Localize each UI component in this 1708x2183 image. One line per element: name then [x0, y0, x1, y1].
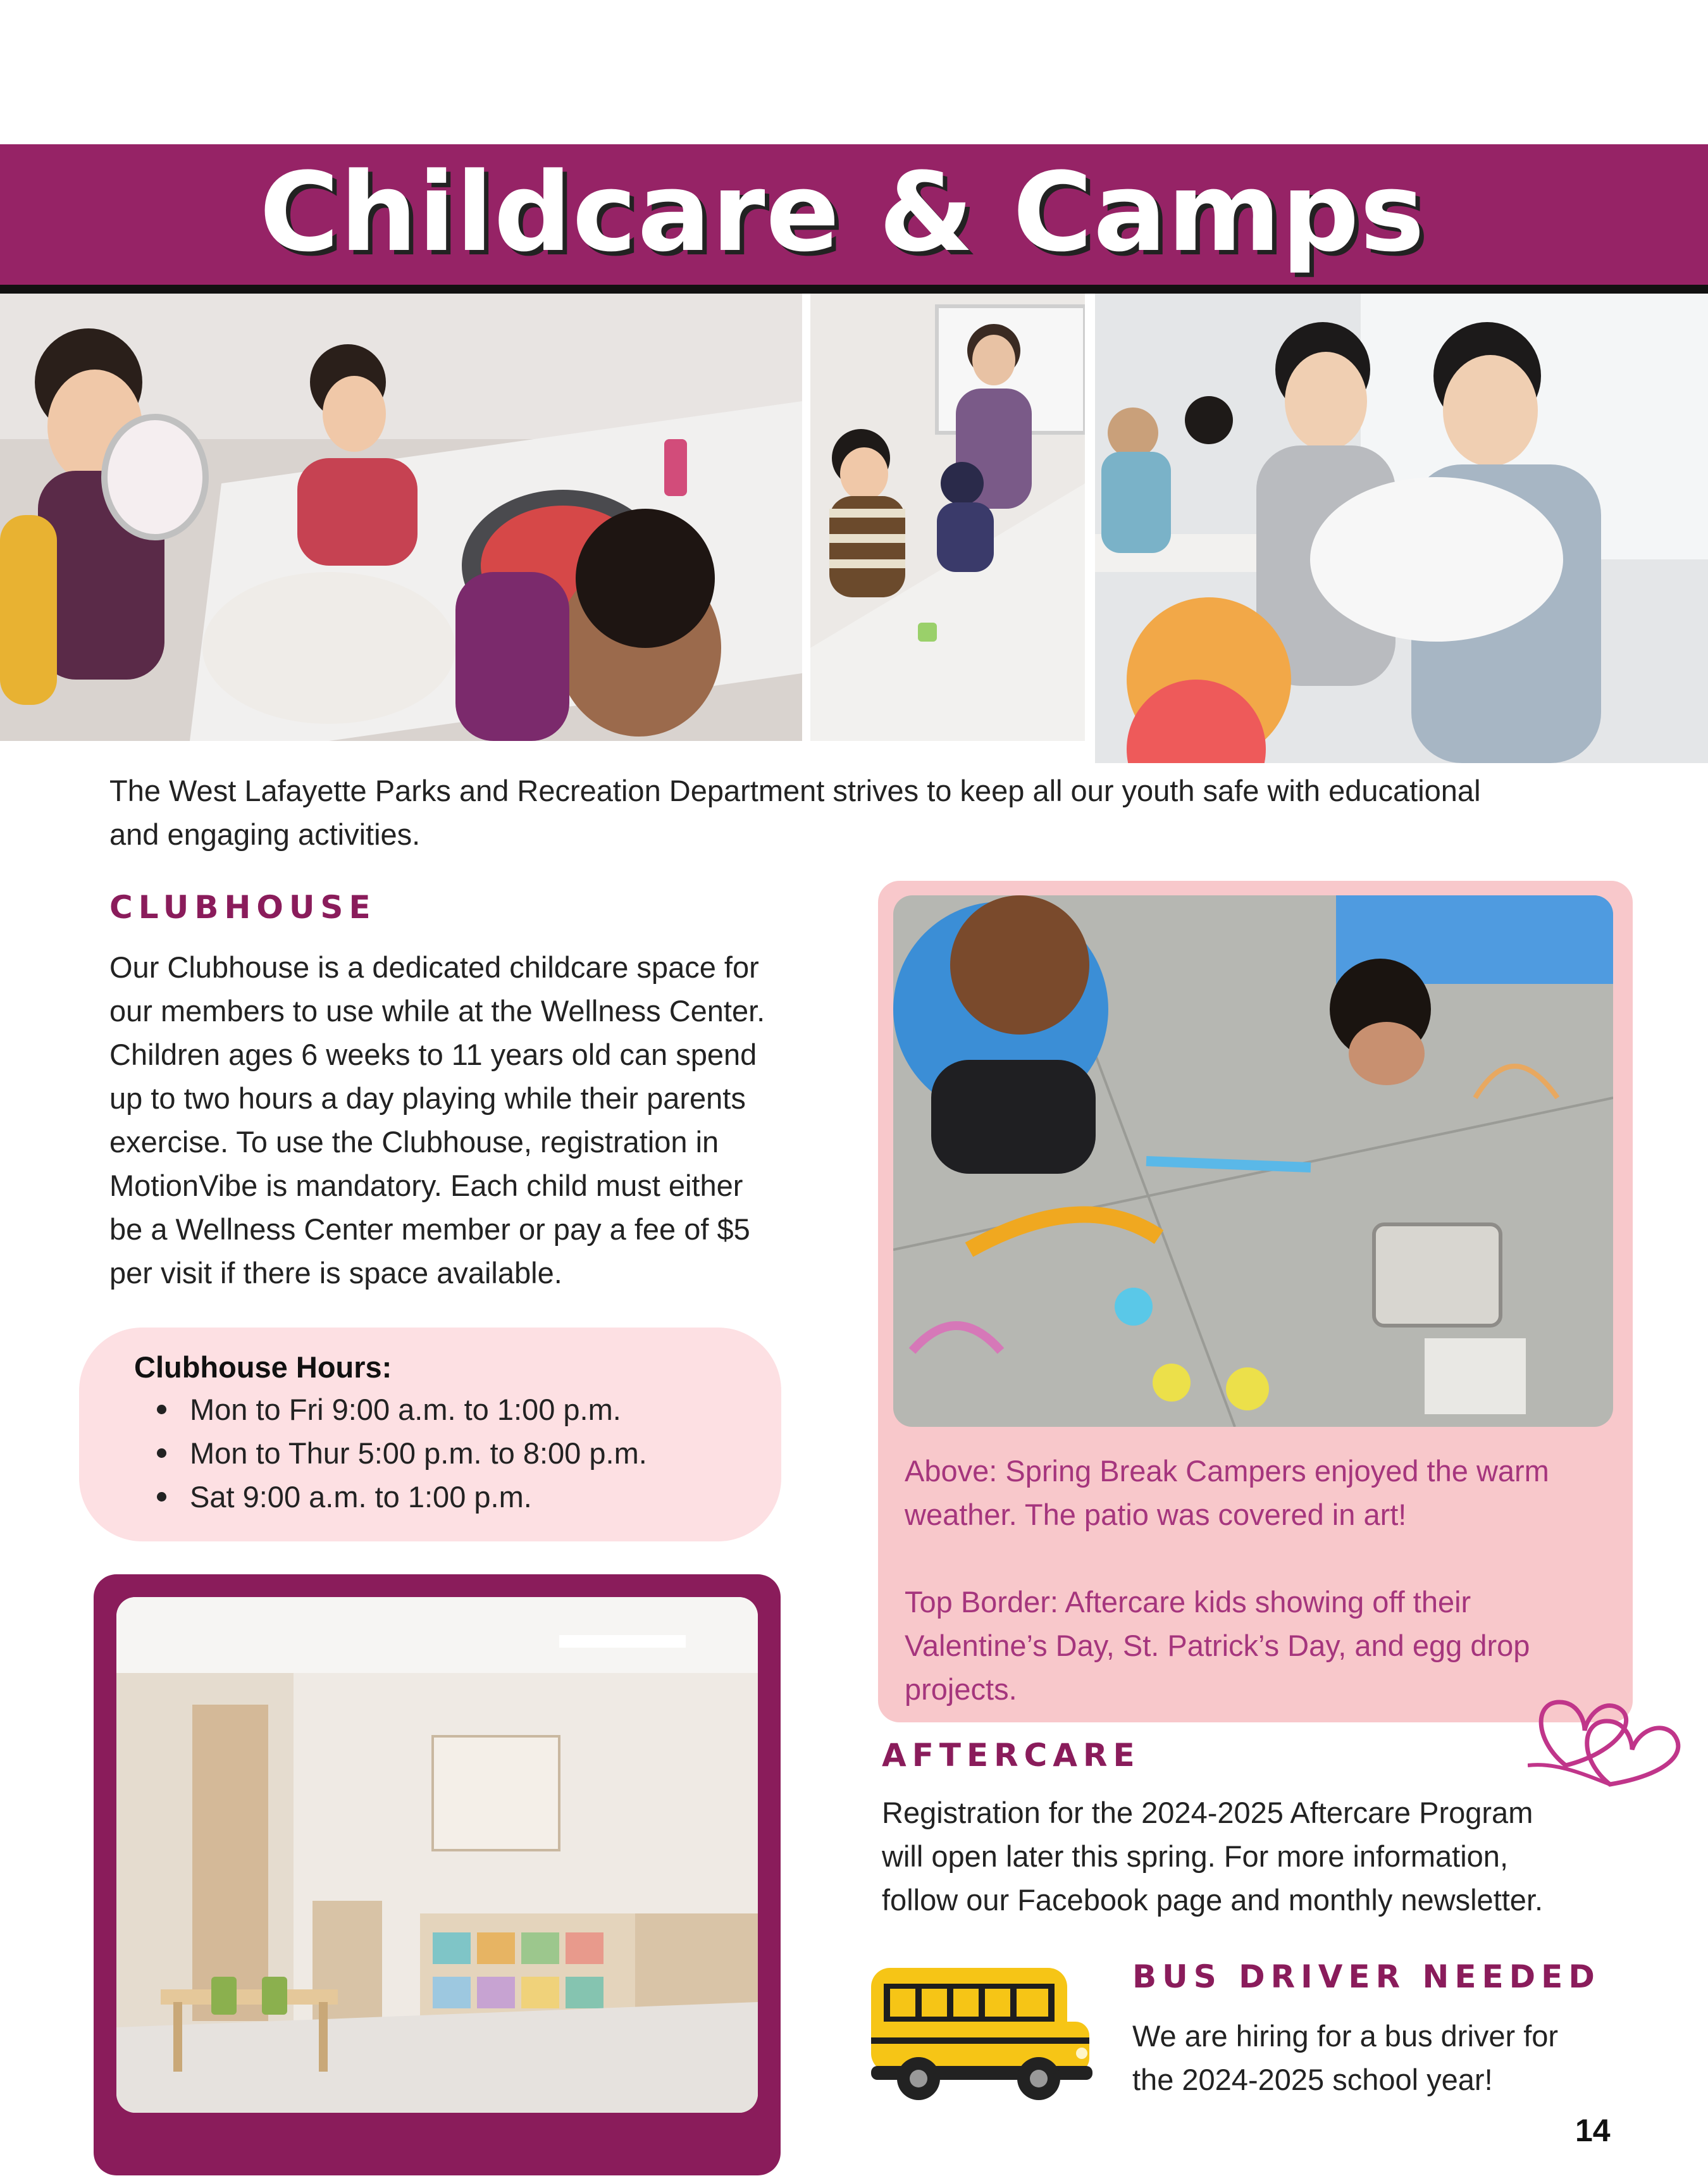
- page-number: 14: [1575, 2113, 1611, 2148]
- school-bus-icon: [868, 1952, 1096, 2104]
- aftercare-paragraph: [882, 1791, 1543, 1922]
- intro-line: The West Lafayette Parks and Recreation Department strives to keep all our youth safe with educational: [109, 774, 1481, 807]
- clubhouse-line: be a Wellness Center member or pay a fee of $5: [109, 1212, 750, 1246]
- aftercare-line: follow our Facebook page and monthly newsletter.: [882, 1883, 1544, 1917]
- bullet: [157, 1448, 166, 1458]
- aftercare-heading: AFTERCARE: [882, 1737, 1141, 1774]
- hearts-doodle-icon: [1528, 1670, 1692, 1797]
- clubhouse-line: exercise. To use the Clubhouse, registration in: [109, 1125, 719, 1159]
- aftercare-line: will open later this spring. For more information,: [882, 1839, 1509, 1873]
- clubhouse-heading: CLUBHOUSE: [109, 889, 376, 926]
- caption-line: Valentine’s Day, St. Patrick’s Day, and egg drop: [905, 1629, 1530, 1662]
- clubhouse-line: Children ages 6 weeks to 11 years old can spend: [109, 1038, 757, 1071]
- hours-item: Mon to Thur 5:00 p.m. to 8:00 p.m.: [190, 1436, 647, 1470]
- bullet: [157, 1492, 166, 1502]
- clubhouse-line: Our Clubhouse is a dedicated childcare space for: [109, 950, 759, 984]
- photo-top-left: [0, 294, 802, 741]
- hours-item: Sat 9:00 a.m. to 1:00 p.m.: [190, 1480, 532, 1514]
- photo-top-middle: [810, 294, 1085, 741]
- caption-line: weather. The patio was covered in art!: [905, 1498, 1407, 1531]
- bullet: [157, 1405, 166, 1414]
- hours-title: Clubhouse Hours:: [134, 1350, 392, 1384]
- clubhouse-paragraph: [109, 945, 765, 1295]
- clubhouse-line: per visit if there is space available.: [109, 1256, 562, 1290]
- photo-clubhouse: [116, 1597, 758, 2113]
- bus-paragraph: [1132, 2014, 1558, 2101]
- photo-chalk-art: [893, 895, 1613, 1427]
- caption-line: Above: Spring Break Campers enjoyed the warm: [905, 1454, 1549, 1488]
- caption-line: projects.: [905, 1672, 1017, 1706]
- caption-line: Top Border: Aftercare kids showing off their: [905, 1585, 1471, 1619]
- intro-line: and engaging activities.: [109, 818, 421, 851]
- caption-top-border: [905, 1580, 1619, 1711]
- hours-item: Mon to Fri 9:00 a.m. to 1:00 p.m.: [190, 1393, 621, 1426]
- clubhouse-line: up to two hours a day playing while their parents: [109, 1081, 746, 1115]
- title-rule: [0, 285, 1708, 294]
- clubhouse-line: MotionVibe is mandatory. Each child must either: [109, 1169, 743, 1202]
- page-title: Childcare & Camps: [259, 149, 1425, 276]
- photo-top-right: [1095, 294, 1708, 763]
- bus-line: We are hiring for a bus driver for: [1132, 2019, 1559, 2053]
- caption-above: [905, 1449, 1619, 1536]
- bus-heading: BUS DRIVER NEEDED: [1132, 1958, 1600, 1995]
- intro-paragraph: [109, 769, 1481, 856]
- bus-line: the 2024-2025 school year!: [1132, 2063, 1493, 2096]
- aftercare-line: Registration for the 2024-2025 Aftercare Program: [882, 1796, 1533, 1829]
- clubhouse-line: our members to use while at the Wellness Center.: [109, 994, 765, 1028]
